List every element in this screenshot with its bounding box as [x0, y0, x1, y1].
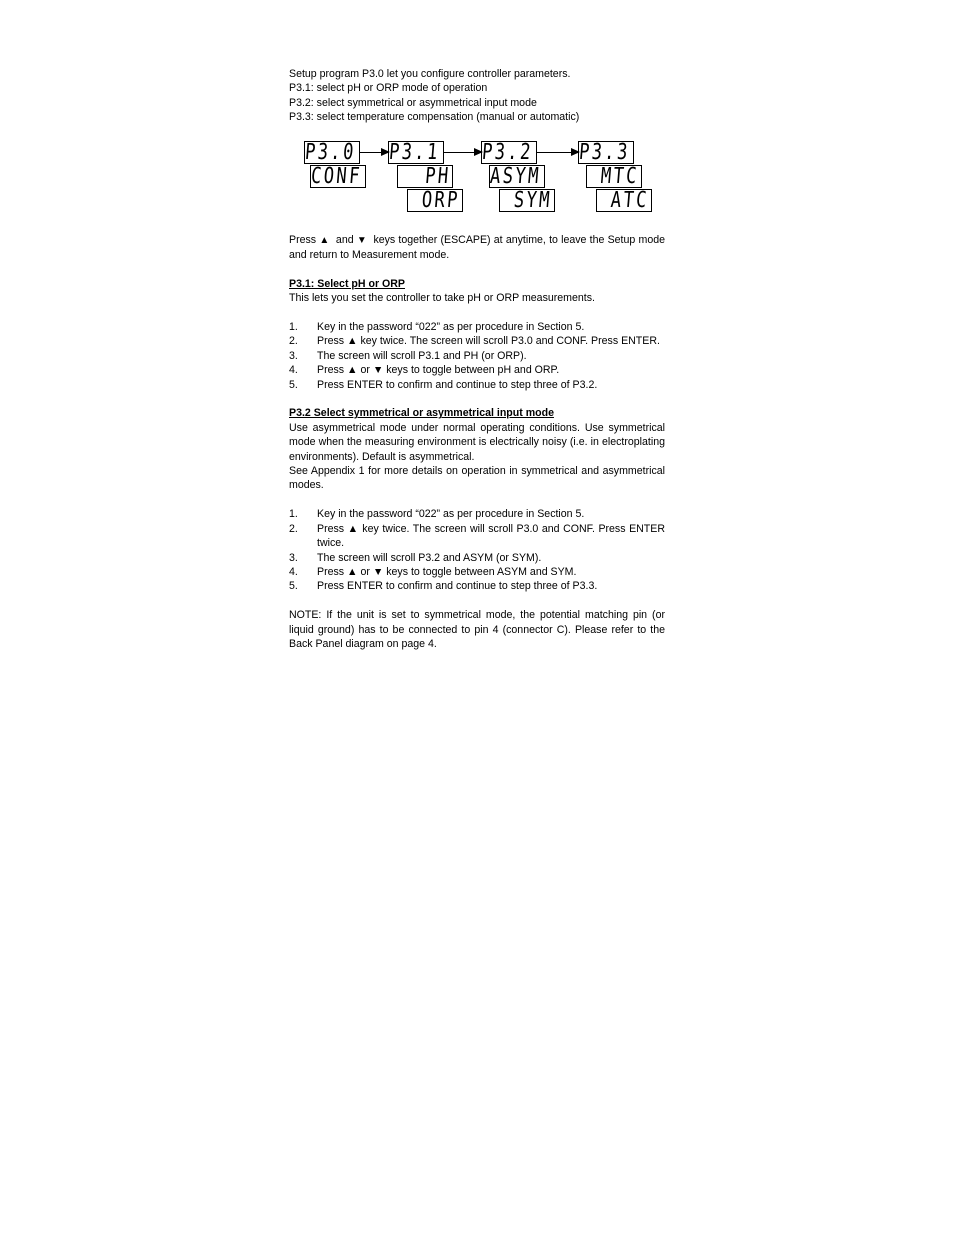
list-item: 3. The screen will scroll P3.2 and ASYM (or SYM). — [289, 551, 542, 564]
lcd-p31: P3.1 — [388, 141, 444, 164]
list-item: 4. Press ▲ or ▼ keys to toggle between ASYM and SYM. — [289, 565, 577, 578]
lcd-orp: ORP — [407, 189, 463, 212]
up-arrow-icon: ▲ — [319, 234, 330, 246]
list-item: 1. Key in the password “022” as per procedure in Section 5. — [289, 508, 585, 521]
section-description: This lets you set the controller to take pH or ORP measurements. — [289, 292, 595, 305]
escape-instructions: Press ▲ and ▼ keys together (ESCAPE) at anytime, to leave the Setup mode and return to Measurement mode. — [289, 233, 665, 262]
steps-list-p31 — [289, 320, 665, 392]
lcd-p30: P3.0 — [304, 141, 360, 164]
list-item: 5. Press ENTER to confirm and continue to step three of P3.3. — [289, 580, 598, 593]
flow-arrow — [537, 152, 578, 153]
lcd-atc: ATC — [596, 189, 652, 212]
list-item: 5. Press ENTER to confirm and continue to step three of P3.2. — [289, 378, 598, 391]
steps-list-p32 — [289, 507, 665, 593]
list-item: 1. Key in the password “022” as per procedure in Section 5. — [289, 321, 585, 334]
section-description: See Appendix 1 for more details on operation in symmetrical and asymmetrical modes. — [289, 465, 665, 492]
intro-line: P3.1: select pH or ORP mode of operation — [289, 82, 488, 95]
section-description: Use asymmetrical mode under normal operating conditions. Use symmetrical mode when the measuring environment is electrically noisy (i.e. in electroplating environments). Default is asymmetrical. — [289, 421, 665, 463]
note-text: NOTE: If the unit is set to symmetrical mode, the potential matching pin (or liquid ground) has to be connected to pin 4 (connector C). Please refer to the Back Panel diagram on page 4. — [289, 609, 665, 650]
down-arrow-icon: ▼ — [356, 234, 367, 246]
list-item: 3. The screen will scroll P3.1 and PH (or ORP). — [289, 349, 527, 362]
intro-line: Setup program P3.0 let you configure controller parameters. — [289, 68, 571, 80]
lcd-sym: SYM — [499, 189, 555, 212]
list-item: 2. Press ▲ key twice. The screen will scroll P3.0 and CONF. Press ENTER. — [289, 335, 660, 348]
page-content — [289, 67, 665, 651]
lcd-ph: PH — [397, 165, 453, 188]
flow-arrow — [360, 152, 388, 153]
lcd-conf: CONF — [310, 165, 366, 188]
lcd-p32: P3.2 — [481, 141, 537, 164]
lcd-asym: ASYM — [489, 165, 545, 188]
lcd-p33: P3.3 — [578, 141, 634, 164]
section-heading-p32: P3.2 Select symmetrical or asymmetrical input mode — [289, 407, 554, 420]
flow-arrow — [444, 152, 481, 153]
list-item: 4. Press ▲ or ▼ keys to toggle between pH and ORP. — [289, 364, 560, 377]
section-heading-p31: P3.1: Select pH or ORP — [289, 277, 405, 290]
setup-flow-diagram — [289, 131, 665, 221]
lcd-mtc: MTC — [586, 165, 642, 188]
list-item: 2. Press ▲ key twice. The screen will scroll P3.0 and CONF. Press ENTER twice. — [289, 522, 665, 550]
intro-line: P3.2: select symmetrical or asymmetrical input mode — [289, 96, 537, 109]
intro-line: P3.3: select temperature compensation (manual or automatic) — [289, 111, 580, 124]
